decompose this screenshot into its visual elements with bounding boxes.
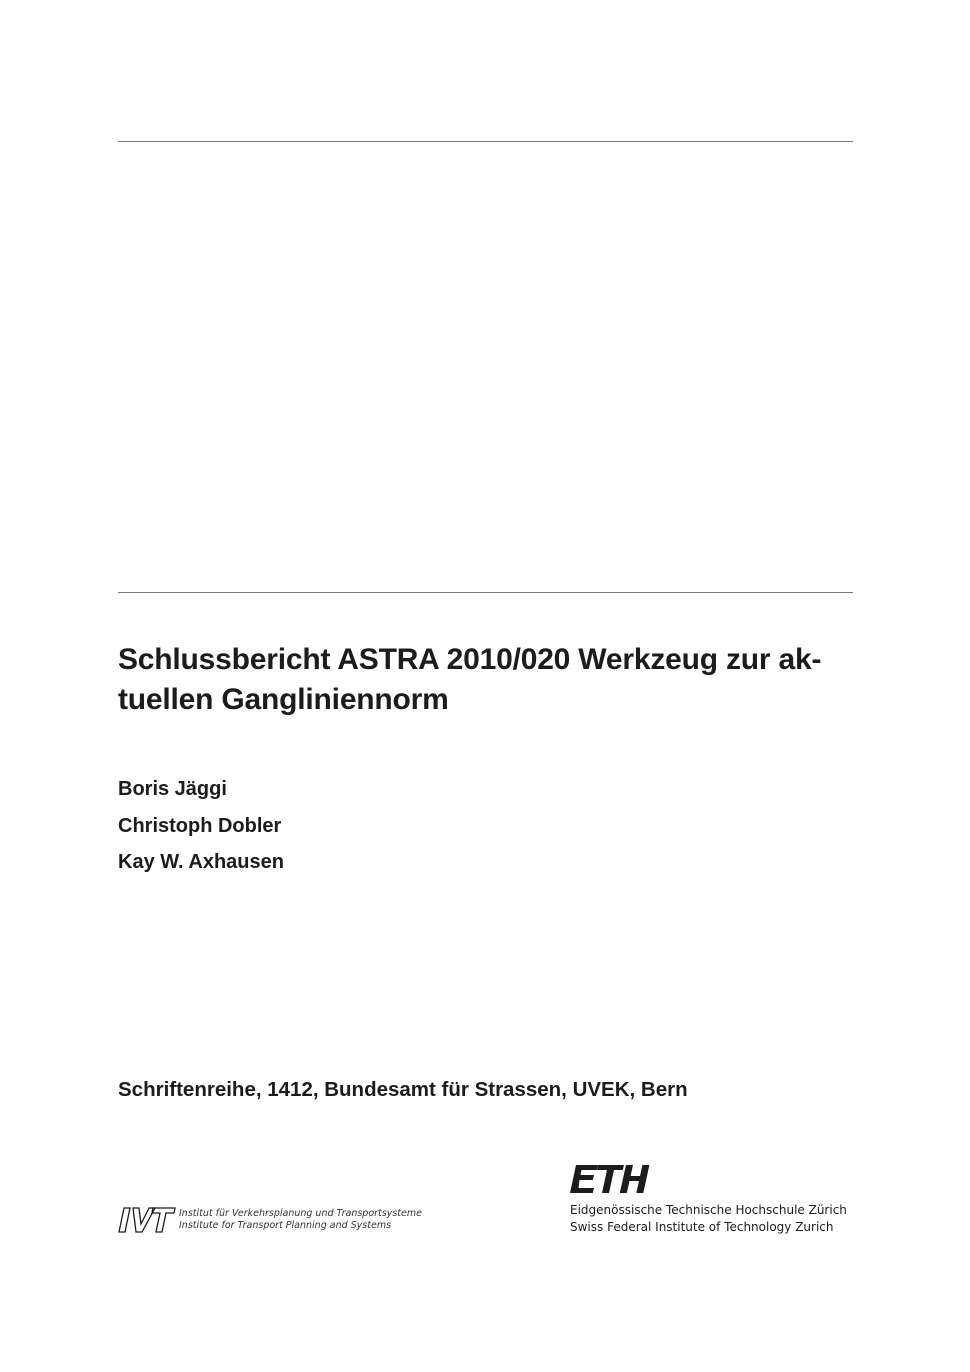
report-title xyxy=(118,640,878,720)
ivt-logo xyxy=(118,1204,422,1236)
eth-logo-mark xyxy=(570,1164,650,1194)
publication-series: Schriftenreihe, 1412, Bundesamt für Strassen, UVEK, Bern xyxy=(118,1078,688,1101)
ivt-name-german: Institut für Verkehrsplanung und Transportsysteme xyxy=(179,1208,422,1219)
ivt-logo-mark xyxy=(118,1207,176,1233)
author-name: Kay W. Axhausen xyxy=(118,851,284,873)
eth-logo xyxy=(570,1164,847,1236)
eth-name-german: Eidgenössische Technische Hochschule Zürich xyxy=(570,1203,847,1217)
eth-name-english: Swiss Federal Institute of Technology Zurich xyxy=(570,1220,834,1234)
author-name: Boris Jäggi xyxy=(118,778,227,800)
author-list xyxy=(118,771,284,881)
middle-divider xyxy=(118,592,853,593)
ivt-name-english: Institute for Transport Planning and Systems xyxy=(179,1220,392,1231)
top-divider xyxy=(118,141,853,142)
report-title-line-2: tuellen Gangliniennorm xyxy=(118,683,449,716)
author-name: Christoph Dobler xyxy=(118,814,282,837)
report-title-line-1: Schlussbericht ASTRA 2010/020 Werkzeug zur ak- xyxy=(118,643,822,676)
